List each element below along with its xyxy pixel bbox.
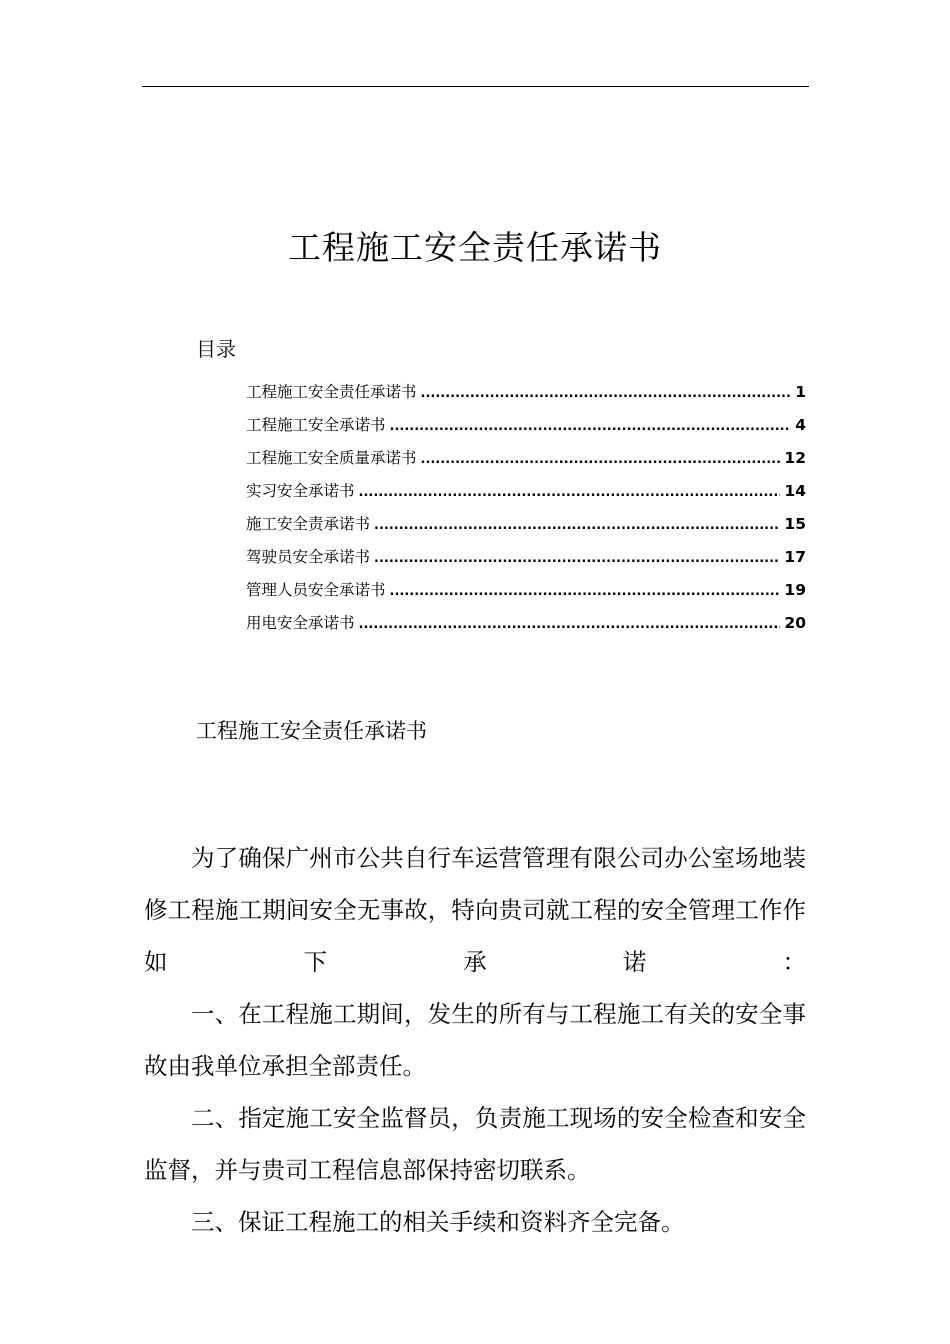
toc-leader-dots	[421, 386, 792, 401]
toc-entry-page: 20	[784, 614, 806, 632]
document-title: 工程施工安全责任承诺书	[288, 228, 662, 267]
toc-leader-dots	[390, 584, 781, 599]
toc-entry-label: 工程施工安全责任承诺书	[246, 383, 417, 401]
toc-leader-dots	[359, 485, 781, 500]
toc-entry[interactable]	[246, 446, 806, 479]
toc-entry-page: 4	[795, 416, 806, 434]
toc-entry[interactable]	[246, 512, 806, 545]
toc-entry-page: 15	[784, 515, 806, 533]
paragraph: 二、指定施工安全监督员，负责施工现场的安全检查和安全监督，并与贵司工程信息部保持密切联系。	[144, 1104, 806, 1184]
toc-entry[interactable]	[246, 479, 806, 512]
toc-entry[interactable]	[246, 611, 806, 644]
toc-leader-dots	[390, 419, 792, 434]
section-heading: 工程施工安全责任承诺书	[196, 719, 427, 743]
toc-leader-dots	[359, 617, 781, 632]
toc-entry-label: 工程施工安全承诺书	[246, 416, 386, 434]
toc-leader-dots	[374, 518, 780, 533]
toc-entry-page: 19	[784, 581, 806, 599]
toc-entry-label: 施工安全责承诺书	[246, 515, 371, 533]
paragraph: 三、保证工程施工的相关手续和资料齐全完备。	[191, 1208, 685, 1236]
table-of-contents	[246, 380, 806, 644]
toc-entry-label: 管理人员安全承诺书	[246, 581, 386, 599]
toc-entry-label: 驾驶员安全承诺书	[246, 548, 371, 566]
toc-entry-page: 17	[784, 548, 806, 566]
toc-entry-label: 用电安全承诺书	[246, 614, 355, 632]
toc-entry-label: 工程施工安全质量承诺书	[246, 449, 417, 467]
toc-entry[interactable]	[246, 578, 806, 611]
toc-leader-dots	[374, 551, 780, 566]
toc-entry[interactable]	[246, 413, 806, 446]
toc-leader-dots	[421, 452, 781, 467]
toc-entry[interactable]	[246, 545, 806, 578]
toc-entry-page: 1	[795, 383, 806, 401]
toc-entry[interactable]	[246, 380, 806, 413]
body-text	[144, 832, 806, 1248]
paragraph: 为了确保广州市公共自行车运营管理有限公司办公室场地装修工程施工期间安全无事故，特向贵司就工程的安全管理工作作如下承诺：	[144, 844, 806, 976]
toc-entry-page: 14	[784, 482, 806, 500]
toc-heading: 目录	[196, 337, 236, 361]
header-rule	[142, 86, 809, 87]
toc-entry-page: 12	[784, 449, 806, 467]
paragraph: 一、在工程施工期间，发生的所有与工程施工有关的安全事故由我单位承担全部责任。	[144, 1000, 806, 1080]
toc-entry-label: 实习安全承诺书	[246, 482, 355, 500]
